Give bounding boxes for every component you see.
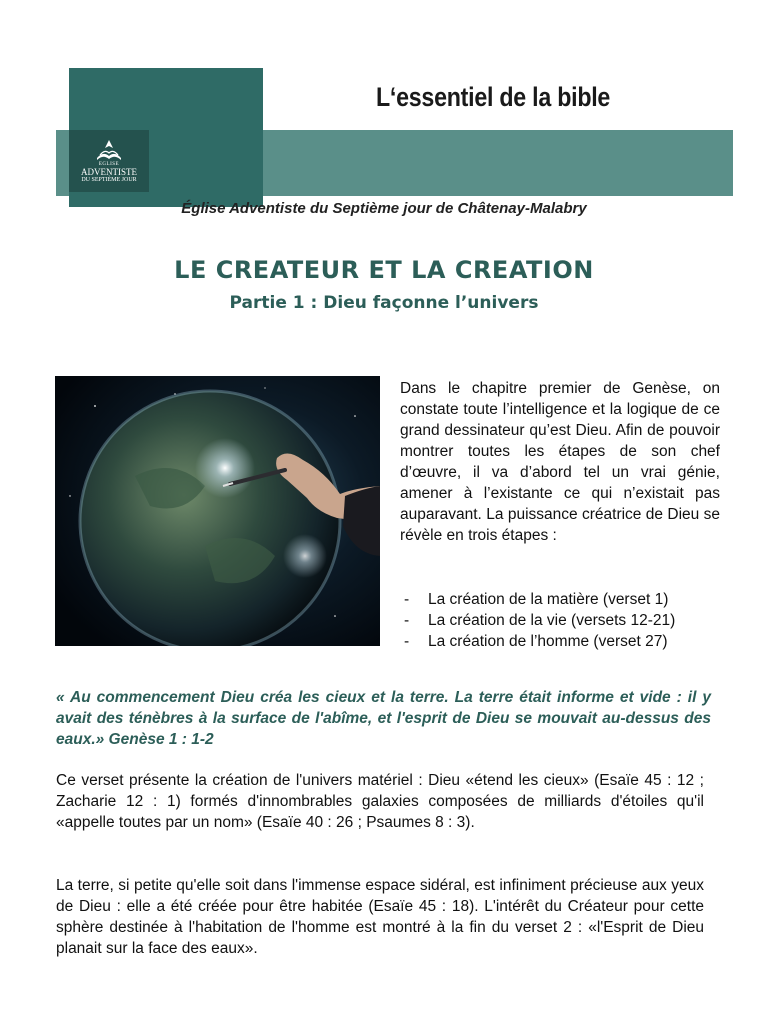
logo-line-2: ADVENTISTE xyxy=(81,167,137,177)
list-item-text: La création de la vie (versets 12-21) xyxy=(428,612,676,629)
logo-line-1: EGLISE xyxy=(98,162,120,167)
church-name: Église Adventiste du Septième jour de Châtenay-Malabry xyxy=(181,200,587,217)
intro-paragraph: Dans le chapitre premier de Genèse, on constate toute l’intelligence et la logique de ce grand dessinateur qu’est Dieu. Afin de pouvoir montrer toutes les étapes de son chef d’œuvre, il va d’abord tel un vrai génie, amener à l’existante ce qui n’existait pas auparavant. La puissance créatrice de Dieu se révèle en trois étapes : xyxy=(400,380,720,544)
list-dash: - xyxy=(404,612,410,629)
logo-line-3: DU SEPTIÈME JOUR xyxy=(81,177,137,183)
list-item-text: La création de l’homme (verset 27) xyxy=(428,633,668,650)
church-logo xyxy=(69,130,149,192)
subtitle: Partie 1 : Dieu façonne l’univers xyxy=(229,293,539,313)
creation-steps-list xyxy=(404,589,675,652)
bible-flame-icon xyxy=(94,138,124,162)
list-item-text: La création de la matière (verset 1) xyxy=(428,591,669,608)
list-item xyxy=(404,589,675,610)
list-item xyxy=(404,631,675,652)
earth-hand-illustration xyxy=(55,376,380,646)
document-title: L‘essentiel de la bible xyxy=(376,82,611,112)
bible-quote: « Au commencement Dieu créa les cieux et la terre. La terre était informe et vide : il y avait des ténèbres à la surface de l'abîme, et l'esprit de Dieu se mouvait au-dessus des eaux.» Genèse 1 : 1-2 xyxy=(56,689,711,748)
list-item xyxy=(404,610,675,631)
list-dash: - xyxy=(404,591,410,608)
creation-image xyxy=(55,376,380,646)
body-paragraph-2: La terre, si petite qu'elle soit dans l'immense espace sidéral, est infiniment précieuse aux yeux de Dieu : elle a été créée pour être habitée (Esaïe 45 : 18). L'intérêt du Créateur pour cette sphère destinée à l'habitation de l'homme est montré à la fin du verset 2 : «l'Esprit de Dieu planait sur la face des eaux». xyxy=(56,877,704,957)
list-dash: - xyxy=(404,633,410,650)
main-title: LE CREATEUR ET LA CREATION xyxy=(174,256,594,284)
body-paragraph-1: Ce verset présente la création de l'univers matériel : Dieu «étend les cieux» (Esaïe 45 : 12 ; Zacharie 12 : 1) formés d'innombrables galaxies composées de milliards d'étoiles qu'il «appelle toutes par un nom» (Esaïe 40 : 26 ; Psaumes 8 : 3). xyxy=(56,772,704,831)
